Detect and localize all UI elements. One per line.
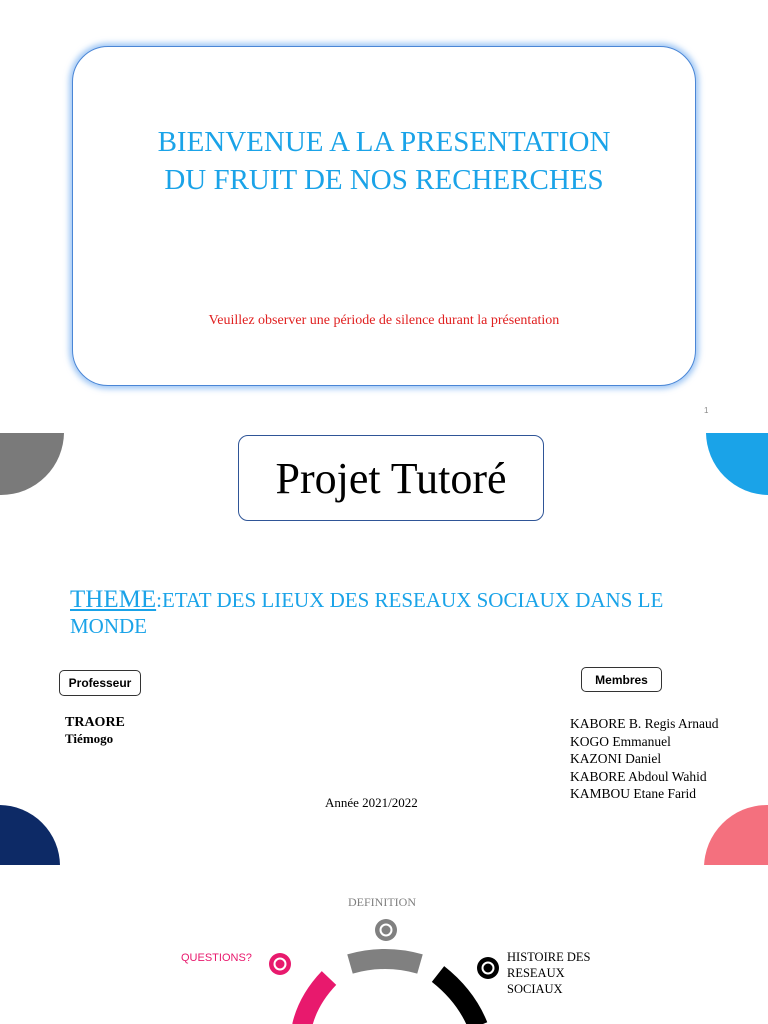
members-list (570, 715, 719, 803)
decorative-circle-bottom-left (0, 805, 60, 865)
definition-arc-segment (350, 959, 420, 964)
history-marker-icon (477, 957, 499, 979)
questions-arc-segment (302, 978, 329, 1024)
professor-name (65, 715, 125, 747)
history-label: HISTOIRE DES RESEAUX SOCIAUX (507, 950, 591, 996)
slide-agenda (0, 878, 768, 1024)
slide-project (0, 433, 768, 865)
history-arc-segment (438, 974, 478, 1024)
decorative-circle-top-left (0, 433, 64, 495)
member-item: KAMBOU Etane Farid (570, 786, 696, 801)
page-number: 1 (704, 406, 709, 415)
decorative-circle-bottom-right (704, 805, 768, 865)
member-item: KAZONI Daniel (570, 751, 662, 766)
professor-label: Professeur (68, 676, 132, 690)
members-label-box (581, 667, 662, 692)
slide-welcome (0, 0, 768, 420)
decorative-circle-top-right (706, 433, 768, 495)
member-item: KOGO Emmanuel (570, 733, 671, 749)
project-title-box (238, 435, 544, 521)
members-label: Membres (595, 672, 648, 687)
questions-label: QUESTIONS? (181, 952, 252, 964)
theme-text: :ETAT DES LIEUX DES RESEAUX SOCIAUX DANS LE MONDE (70, 588, 664, 638)
project-title: Projet Tutoré (275, 453, 507, 503)
welcome-title (73, 123, 695, 199)
professor-first-name: Tiémogo (65, 731, 114, 746)
welcome-title-line-1: BIENVENUE A LA PRESENTATION (157, 126, 611, 158)
welcome-title-line-2: DU FRUIT DE NOS RECHERCHES (164, 164, 604, 196)
theme-heading (70, 587, 720, 639)
welcome-box (72, 46, 696, 386)
academic-year: Année 2021/2022 (325, 795, 418, 810)
professor-label-box (59, 670, 141, 696)
theme-label: THEME (70, 586, 157, 613)
member-item: KABORE Abdoul Wahid (570, 768, 707, 784)
member-item: KABORE B. Regis Arnaud (570, 716, 719, 731)
professor-last-name: TRAORE (65, 715, 125, 730)
silence-notice: Veuillez observer une période de silence durant la présentation (208, 313, 560, 328)
questions-marker-icon (269, 953, 291, 975)
definition-marker-icon (375, 919, 397, 941)
definition-label: DEFINITION (348, 895, 416, 909)
